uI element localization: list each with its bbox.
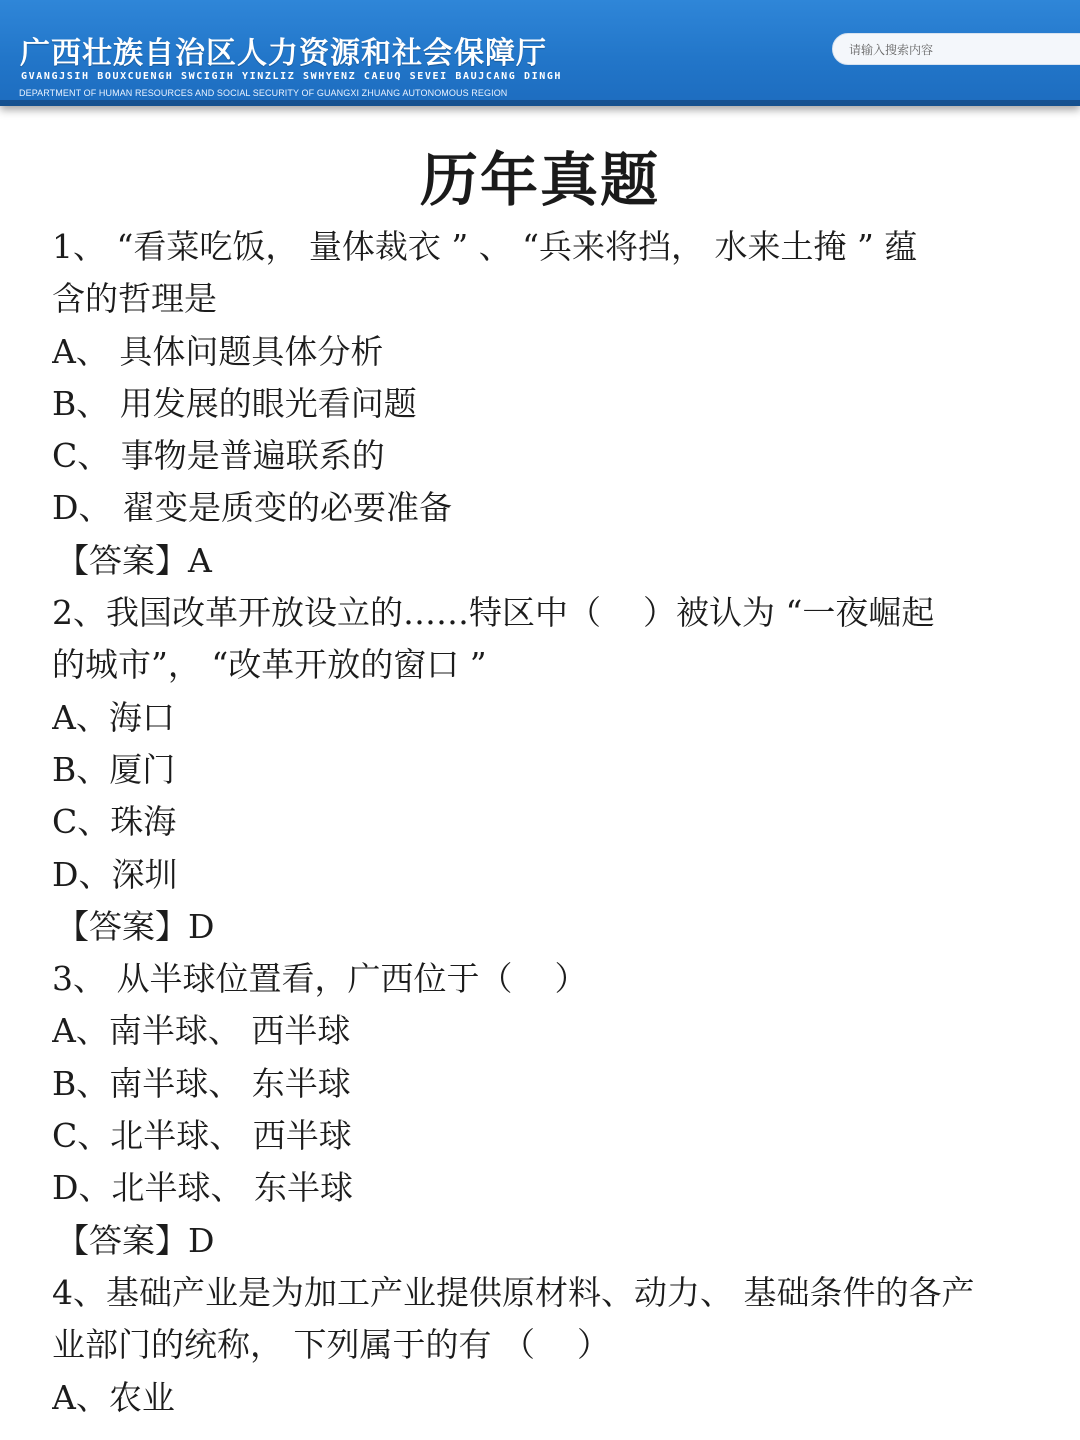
q1-option-d: D、 翟变是质变的必要准备 (52, 488, 452, 528)
page-title: 历年真题 (419, 146, 660, 214)
site-header (0, 0, 1080, 106)
q1-line-1: 1、 “看菜吃饭， 量体裁衣 ” 、 “兵来将挡， 水来土掩 ” 蕴 (52, 227, 918, 266)
q1-option-b: B、 用发展的眼光看问题 (52, 383, 417, 423)
q3-answer: 【答案】D (56, 1220, 215, 1260)
q3-option-c: C、北半球、 西半球 (52, 1116, 352, 1156)
q2-option-c: C、珠海 (52, 802, 177, 842)
q2-option-d: D、深圳 (52, 854, 178, 894)
q3-option-d: D、北半球、 东半球 (52, 1168, 353, 1208)
search-box[interactable] (832, 33, 1080, 65)
q2-line-1: 2、我国改革开放设立的……特区中（ ）被认为 “一夜崛起 (52, 593, 935, 633)
q4-line-1: 4、基础产业是为加工产业提供原材料、动力、 基础条件的各产 (52, 1272, 975, 1312)
site-english-name: DEPARTMENT OF HUMAN RESOURCES AND SOCIAL SECURITY OF GUANGXI ZHUANG AUTONOMOUS REGION (19, 88, 508, 98)
q2-answer: 【答案】D (56, 906, 215, 946)
question-list (52, 221, 1032, 1424)
q1-option-a: A、 具体问题具体分析 (52, 331, 384, 371)
q1-option-c: C、 事物是普遍联系的 (52, 436, 385, 476)
q3-line-1: 3、 从半球位置看，广西位于（ ） (52, 959, 588, 999)
site-title[interactable]: 广西壮族自治区人力资源和社会保障厅 (20, 36, 547, 71)
q4-option-a: A、农业 (52, 1377, 175, 1417)
site-zhuang-name: GVANGJSIH BOUXCUENGH SWCIGIH YINZLIZ SWHYENZ CAEUQ SEVEI BAUJCANG DINGH (21, 71, 563, 82)
q2-option-a: A、海口 (52, 697, 175, 737)
q1-answer: 【答案】A (56, 540, 212, 580)
q2-line-2: 的城市”， “改革开放的窗口 ” (52, 645, 487, 685)
q4-line-2: 业部门的统称， 下列属于的有 （ ） (52, 1325, 610, 1365)
q3-option-b: B、南半球、 东半球 (52, 1063, 351, 1103)
search-input[interactable] (849, 40, 1069, 60)
q3-option-a: A、南半球、 西半球 (52, 1011, 351, 1051)
q1-line-2: 含的哲理是 (52, 279, 217, 319)
q2-option-b: B、厦门 (52, 749, 176, 789)
